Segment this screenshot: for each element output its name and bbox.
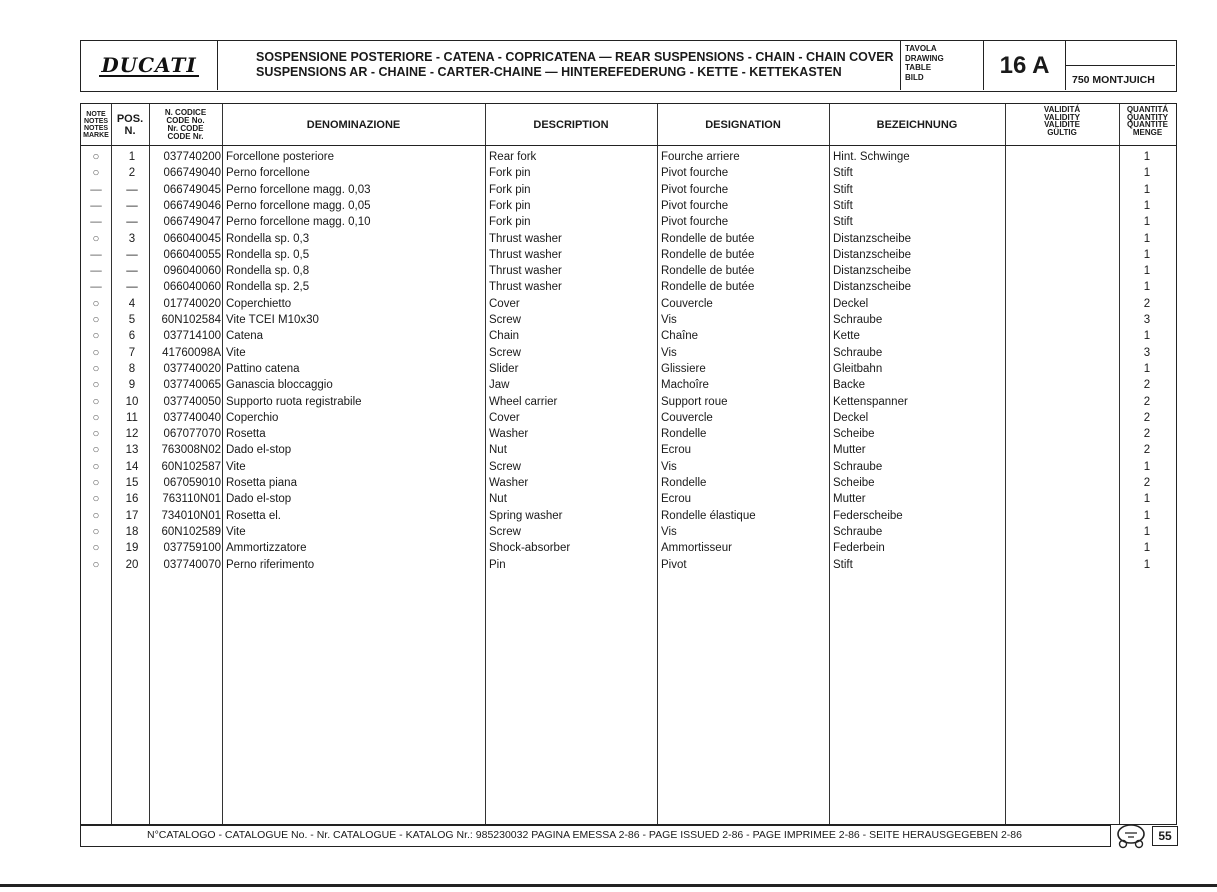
designation-cell: Support roue	[661, 395, 728, 408]
bezeichnung-cell: Stift	[833, 167, 853, 180]
note-cell: ○	[92, 509, 100, 522]
note-cell: ○	[92, 379, 100, 392]
col-header-denominazione: DENOMINAZIONE	[306, 118, 401, 131]
quantity-cell: 1	[1143, 183, 1151, 196]
denominazione-cell: Rondella sp. 0,5	[226, 248, 310, 261]
model-name: 750 MONTJUICH	[1072, 74, 1155, 86]
pos-cell: —	[126, 216, 138, 229]
pos-cell: 14	[125, 460, 139, 473]
bezeichnung-cell: Scheibe	[833, 477, 875, 489]
pos-cell: 3	[128, 232, 136, 245]
pos-cell: 9	[128, 379, 136, 392]
description-cell: Fork pin	[489, 183, 531, 196]
col-header-code: N. CODICE CODE No. Nr. CODE CODE Nr.	[164, 107, 207, 141]
denominazione-cell: Ganascia bloccaggio	[226, 379, 333, 392]
bezeichnung-cell: Kettenspanner	[833, 395, 908, 408]
footer-catalog-text: N°CATALOGO - CATALOGUE No. - Nr. CATALOGUE - KATALOG Nr.: 985230032 PAGINA EMESSA 2-86 - PAGE ISSUED 2-86 - PAGE IMPRIMEE 2-86 - SEITE HERAUSGEGEBEN 2-86	[147, 829, 1022, 841]
code-cell: 037740020	[163, 362, 221, 375]
pos-cell: 17	[125, 509, 139, 522]
description-cell: Jaw	[489, 379, 510, 392]
note-cell: ○	[92, 460, 100, 473]
note-cell: —	[90, 248, 102, 261]
denominazione-cell: Perno forcellone magg. 0,03	[226, 183, 371, 196]
designation-cell: Pivot fourche	[661, 167, 729, 180]
code-cell: 017740020	[163, 297, 221, 310]
note-cell: ○	[92, 297, 100, 310]
bezeichnung-cell: Federscheibe	[833, 509, 903, 522]
denominazione-cell: Vite	[226, 525, 246, 538]
code-cell: 037740200	[163, 151, 221, 163]
quantity-cell: 1	[1143, 362, 1151, 375]
designation-cell: Couvercle	[661, 411, 713, 424]
quantity-cell: 1	[1143, 542, 1151, 555]
code-cell: 60N102584	[161, 314, 221, 326]
code-cell: 066040060	[163, 281, 221, 294]
table-row	[81, 491, 1176, 507]
model-divider	[1066, 65, 1175, 66]
note-cell: —	[90, 281, 102, 294]
col-header-note: NOTE NOTES NOTES MARKE	[83, 110, 109, 139]
denominazione-cell: Coperchietto	[226, 297, 292, 310]
code-cell: 037740070	[163, 558, 221, 571]
note-cell: —	[90, 199, 102, 212]
quantity-cell: 3	[1143, 314, 1151, 326]
designation-cell: Rondelle de butée	[661, 232, 755, 245]
description-cell: Wheel carrier	[489, 395, 558, 408]
code-cell: 066749047	[163, 216, 221, 229]
quantity-cell: 1	[1143, 151, 1151, 163]
bezeichnung-cell: Stift	[833, 199, 853, 212]
denominazione-cell: Rondella sp. 0,3	[226, 232, 310, 245]
description-cell: Shock-absorber	[489, 542, 571, 555]
col-header-pos: POS. N.	[116, 112, 144, 137]
description-cell: Rear fork	[489, 151, 537, 163]
description-cell: Thrust washer	[489, 248, 562, 261]
quantity-cell: 1	[1143, 509, 1151, 522]
code-cell: 763008N02	[161, 444, 221, 457]
table-row	[81, 328, 1176, 344]
table-row	[81, 214, 1176, 230]
table-row	[81, 149, 1176, 165]
designation-cell: Glissiere	[661, 362, 706, 375]
table-row	[81, 361, 1176, 377]
note-cell: ○	[92, 232, 100, 245]
table-row	[81, 524, 1176, 540]
bezeichnung-cell: Stift	[833, 183, 853, 196]
note-cell: ○	[92, 493, 100, 506]
bezeichnung-cell: Schraube	[833, 525, 883, 538]
designation-cell: Vis	[661, 314, 677, 326]
pos-cell: 15	[125, 477, 139, 489]
bezeichnung-cell: Hint. Schwinge	[833, 151, 910, 163]
quantity-cell: 2	[1143, 444, 1151, 457]
note-cell: ○	[92, 558, 100, 571]
description-cell: Thrust washer	[489, 232, 562, 245]
designation-cell: Chaîne	[661, 330, 699, 343]
description-cell: Washer	[489, 428, 529, 441]
designation-cell: Rondelle élastique	[661, 509, 756, 522]
quantity-cell: 1	[1143, 558, 1151, 571]
description-cell: Cover	[489, 297, 520, 310]
bezeichnung-cell: Distanzscheibe	[833, 265, 911, 278]
table-row	[81, 263, 1176, 279]
denominazione-cell: Perno forcellone	[226, 167, 310, 180]
description-cell: Thrust washer	[489, 265, 562, 278]
denominazione-cell: Rosetta el.	[226, 509, 281, 522]
quantity-cell: 1	[1143, 265, 1151, 278]
pos-cell: 12	[125, 428, 139, 441]
denominazione-cell: Vite	[226, 460, 246, 473]
denominazione-cell: Forcellone posteriore	[226, 151, 335, 163]
quantity-cell: 3	[1143, 346, 1151, 359]
description-cell: Washer	[489, 477, 529, 489]
pos-cell: 13	[125, 444, 139, 457]
note-cell: ○	[92, 428, 100, 441]
note-cell: ○	[92, 167, 100, 180]
bezeichnung-cell: Federbein	[833, 542, 885, 555]
denominazione-cell: Vite	[226, 346, 246, 359]
quantity-cell: 1	[1143, 248, 1151, 261]
pos-cell: —	[126, 248, 138, 261]
code-cell: 066040055	[163, 248, 221, 261]
bezeichnung-cell: Mutter	[833, 493, 866, 506]
note-cell: ○	[92, 362, 100, 375]
denominazione-cell: Rondella sp. 2,5	[226, 281, 310, 294]
table-row	[81, 279, 1176, 295]
model-block	[1066, 41, 1175, 90]
designation-cell: Pivot	[661, 558, 687, 571]
code-cell: 60N102587	[161, 460, 221, 473]
denominazione-cell: Ammortizzatore	[226, 542, 307, 555]
note-cell: —	[90, 265, 102, 278]
table-row	[81, 508, 1176, 524]
pos-cell: 10	[125, 395, 139, 408]
table-row	[81, 557, 1176, 573]
designation-cell: Fourche arriere	[661, 151, 740, 163]
quantity-cell: 1	[1143, 493, 1151, 506]
note-cell: ○	[92, 542, 100, 555]
pos-cell: 20	[125, 558, 139, 571]
code-cell: 067059010	[163, 477, 221, 489]
designation-cell: Rondelle	[661, 428, 707, 441]
description-cell: Spring washer	[489, 509, 563, 522]
description-cell: Fork pin	[489, 216, 531, 229]
quantity-cell: 1	[1143, 216, 1151, 229]
note-cell: ○	[92, 525, 100, 538]
table-row	[81, 165, 1176, 181]
code-cell: 41760098A	[162, 346, 221, 359]
code-cell: 734010N01	[161, 509, 221, 522]
page-number: 55	[1152, 826, 1178, 846]
designation-cell: Vis	[661, 525, 677, 538]
table-row	[81, 540, 1176, 556]
pos-cell: —	[126, 183, 138, 196]
description-cell: Screw	[489, 525, 521, 538]
note-cell: ○	[92, 151, 100, 163]
quantity-cell: 2	[1143, 379, 1151, 392]
note-cell: —	[90, 183, 102, 196]
pos-cell: 7	[128, 346, 136, 359]
pos-cell: —	[126, 281, 138, 294]
note-cell: ○	[92, 477, 100, 489]
code-cell: 066749045	[163, 183, 221, 196]
denominazione-cell: Dado el-stop	[226, 444, 292, 457]
table-row	[81, 442, 1176, 458]
note-cell: —	[90, 216, 102, 229]
bezeichnung-cell: Schraube	[833, 460, 883, 473]
table-row	[81, 231, 1176, 247]
quantity-cell: 1	[1143, 525, 1151, 538]
table-number: 16 A	[984, 41, 1066, 90]
quantity-cell: 2	[1143, 411, 1151, 424]
table-row	[81, 182, 1176, 198]
bezeichnung-cell: Distanzscheibe	[833, 281, 911, 294]
title-line-2: SUSPENSIONS AR - CHAINE - CARTER-CHAINE — HINTEREFEDERUNG - KETTE - KETTEKASTEN	[256, 65, 842, 79]
table-row	[81, 459, 1176, 475]
table-label: DRAWING	[905, 53, 944, 63]
pos-cell: 1	[128, 151, 136, 163]
description-cell: Fork pin	[489, 199, 531, 212]
code-cell: 066040045	[163, 232, 221, 245]
code-cell: 096040060	[163, 265, 221, 278]
designation-cell: Rondelle de butée	[661, 248, 755, 261]
denominazione-cell: Perno riferimento	[226, 558, 315, 571]
code-cell: 60N102589	[161, 525, 221, 538]
bottom-scan-edge	[0, 884, 1217, 887]
code-cell: 037740050	[163, 395, 221, 408]
description-cell: Screw	[489, 314, 521, 326]
col-header-validity: VALIDITÁ VALIDITY VALIDITE GÜLTIG	[1043, 105, 1081, 137]
quantity-cell: 1	[1143, 330, 1151, 343]
motorcycle-icon	[1114, 823, 1148, 849]
bezeichnung-cell: Kette	[833, 330, 860, 343]
denominazione-cell: Dado el-stop	[226, 493, 292, 506]
title-line-1: SOSPENSIONE POSTERIORE - CATENA - COPRICATENA — REAR SUSPENSIONS - CHAIN - CHAIN COVER	[256, 50, 894, 64]
table-row	[81, 312, 1176, 328]
note-cell: ○	[92, 411, 100, 424]
description-cell: Nut	[489, 444, 507, 457]
designation-cell: Vis	[661, 460, 677, 473]
note-cell: ○	[92, 395, 100, 408]
code-cell: 066749040	[163, 167, 221, 180]
col-header-description: DESCRIPTION	[533, 118, 609, 131]
note-cell: ○	[92, 330, 100, 343]
table-label: TABLE	[905, 63, 932, 72]
table-row	[81, 475, 1176, 491]
designation-cell: Rondelle de butée	[661, 281, 755, 294]
designation-cell: Machoîre	[661, 379, 709, 392]
quantity-cell: 2	[1143, 297, 1151, 310]
bezeichnung-cell: Mutter	[833, 444, 866, 457]
pos-cell: 6	[128, 330, 136, 343]
table-label-block	[901, 41, 984, 90]
pos-cell: 18	[125, 525, 139, 538]
designation-cell: Pivot fourche	[661, 199, 729, 212]
description-cell: Nut	[489, 493, 507, 506]
description-cell: Screw	[489, 346, 521, 359]
code-cell: 066749046	[163, 199, 221, 212]
denominazione-cell: Rondella sp. 0,8	[226, 265, 310, 278]
denominazione-cell: Catena	[226, 330, 264, 343]
bezeichnung-cell: Deckel	[833, 411, 869, 424]
code-cell: 763110N01	[162, 493, 221, 506]
col-header-designation: DESIGNATION	[705, 118, 781, 131]
table-row	[81, 377, 1176, 393]
pos-cell: 16	[125, 493, 139, 506]
code-cell: 037714100	[163, 330, 221, 343]
designation-cell: Ecrou	[661, 444, 692, 457]
note-cell: ○	[92, 314, 100, 326]
designation-cell: Pivot fourche	[661, 216, 729, 229]
brand-logo-text: DUCATI	[101, 52, 197, 77]
quantity-cell: 1	[1143, 460, 1151, 473]
bezeichnung-cell: Schraube	[833, 314, 883, 326]
designation-cell: Ammortisseur	[661, 542, 732, 555]
description-cell: Thrust washer	[489, 281, 562, 294]
bezeichnung-cell: Stift	[833, 216, 853, 229]
pos-cell: 5	[128, 314, 136, 326]
description-cell: Cover	[489, 411, 520, 424]
table-row	[81, 426, 1176, 442]
description-cell: Slider	[489, 362, 519, 375]
table-row	[81, 394, 1176, 410]
table-row	[81, 198, 1176, 214]
pos-cell: 8	[128, 362, 136, 375]
table-row	[81, 247, 1176, 263]
catalog-header	[80, 40, 1177, 92]
bezeichnung-cell: Gleitbahn	[833, 362, 883, 375]
bezeichnung-cell: Deckel	[833, 297, 869, 310]
quantity-cell: 2	[1143, 477, 1151, 489]
bezeichnung-cell: Distanzscheibe	[833, 232, 911, 245]
pos-cell: 19	[125, 542, 139, 555]
code-cell: 037740065	[163, 379, 221, 392]
quantity-cell: 1	[1143, 232, 1151, 245]
quantity-cell: 1	[1143, 281, 1151, 294]
header-divider	[81, 145, 1176, 146]
bezeichnung-cell: Scheibe	[833, 428, 875, 441]
quantity-cell: 1	[1143, 167, 1151, 180]
brand-logo	[81, 41, 218, 90]
quantity-cell: 1	[1143, 199, 1151, 212]
designation-cell: Rondelle	[661, 477, 707, 489]
designation-cell: Vis	[661, 346, 677, 359]
designation-cell: Pivot fourche	[661, 183, 729, 196]
bezeichnung-cell: Stift	[833, 558, 853, 571]
note-cell: ○	[92, 346, 100, 359]
parts-table	[80, 103, 1177, 825]
pos-cell: —	[126, 199, 138, 212]
note-cell: ○	[92, 444, 100, 457]
description-cell: Screw	[489, 460, 521, 473]
denominazione-cell: Pattino catena	[226, 362, 300, 375]
bezeichnung-cell: Backe	[833, 379, 865, 392]
table-label: TAVOLA	[905, 44, 937, 53]
designation-cell: Couvercle	[661, 297, 713, 310]
table-row	[81, 296, 1176, 312]
denominazione-cell: Perno forcellone magg. 0,10	[226, 216, 371, 229]
quantity-cell: 2	[1143, 428, 1151, 441]
quantity-cell: 2	[1143, 395, 1151, 408]
pos-cell: 4	[128, 297, 136, 310]
catalog-footer	[80, 825, 1111, 847]
code-cell: 037759100	[163, 542, 221, 555]
bezeichnung-cell: Schraube	[833, 346, 883, 359]
designation-cell: Rondelle de butée	[661, 265, 755, 278]
denominazione-cell: Rosetta piana	[226, 477, 297, 489]
designation-cell: Ecrou	[661, 493, 692, 506]
table-row	[81, 345, 1176, 361]
denominazione-cell: Vite TCEI M10x30	[226, 314, 319, 326]
pos-cell: —	[126, 265, 138, 278]
pos-cell: 11	[126, 411, 138, 424]
col-header-bezeichnung: BEZEICHNUNG	[876, 118, 958, 131]
description-cell: Fork pin	[489, 167, 531, 180]
table-label: BILD	[905, 72, 924, 82]
col-header-quantity: QUANTITÁ QUANTITY QUANTITE MENGE	[1126, 105, 1169, 137]
page-title	[218, 41, 901, 90]
description-cell: Chain	[489, 330, 520, 343]
code-cell: 067077070	[163, 428, 221, 441]
description-cell: Pin	[489, 558, 506, 571]
table-row	[81, 410, 1176, 426]
denominazione-cell: Supporto ruota registrabile	[226, 395, 362, 408]
denominazione-cell: Perno forcellone magg. 0,05	[226, 199, 371, 212]
code-cell: 037740040	[163, 411, 221, 424]
pos-cell: 2	[128, 167, 136, 180]
denominazione-cell: Rosetta	[226, 428, 266, 441]
bezeichnung-cell: Distanzscheibe	[833, 248, 911, 261]
denominazione-cell: Coperchio	[226, 411, 279, 424]
